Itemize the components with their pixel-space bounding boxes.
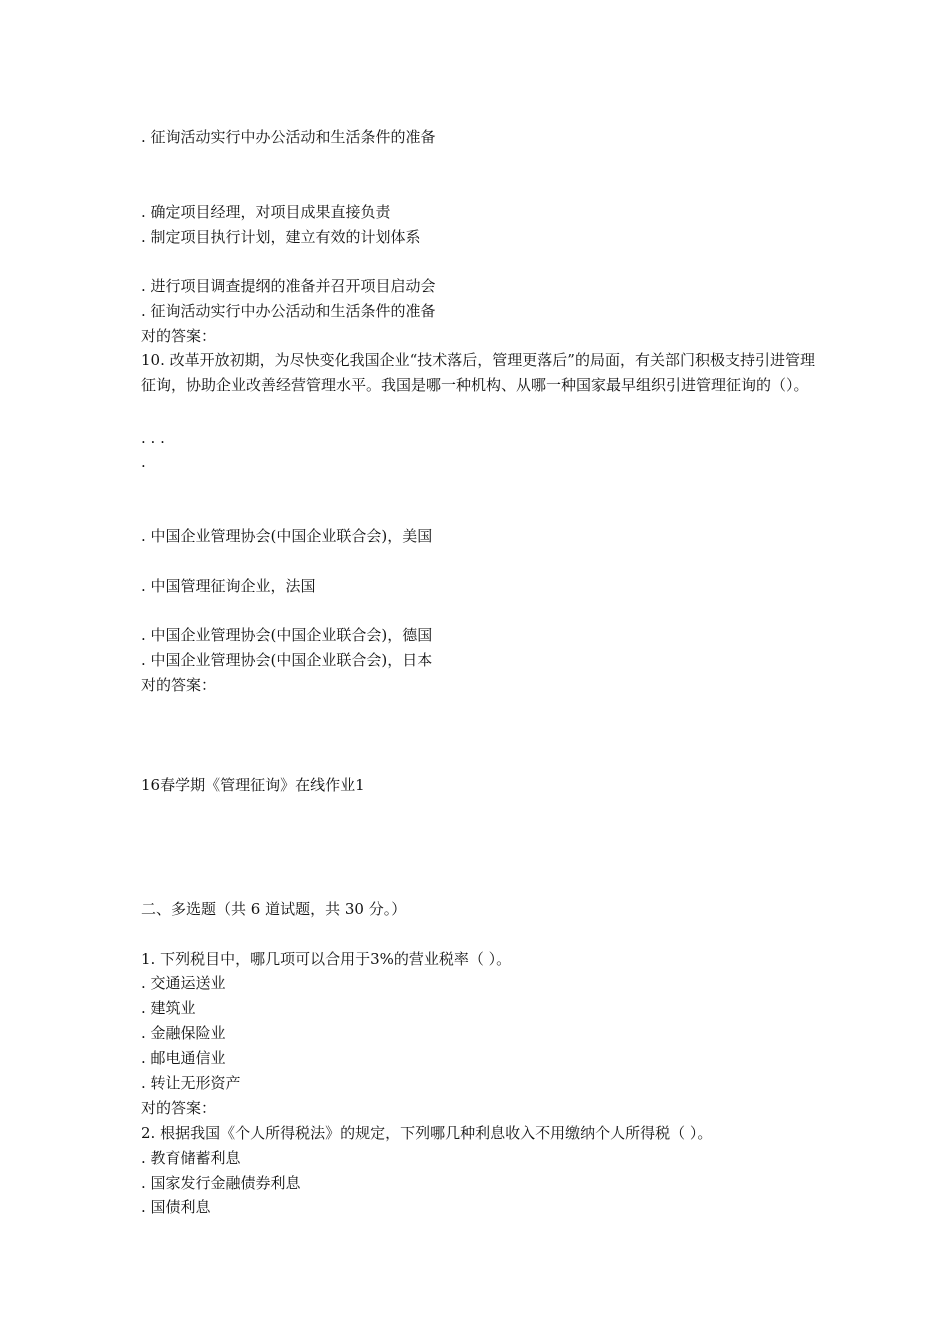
option-line: . 中国管理征询企业，法国 [141, 577, 316, 595]
answer-label: 对的答案： [141, 676, 217, 694]
option-line: . 教育储蓄利息 [141, 1149, 241, 1167]
option-line: . 确定项目经理，对项目成果直接负责 [141, 203, 391, 221]
option-line: . 邮电通信业 [141, 1049, 226, 1067]
option-line: . 征询活动实行中办公活动和生活条件的准备 [141, 128, 436, 146]
option-line: . 制定项目执行计划，建立有效的计划体系 [141, 228, 421, 246]
option-line: . 中国企业管理协会(中国企业联合会)，日本 [141, 651, 433, 669]
option-line: . 国家发行金融债券利息 [141, 1174, 301, 1192]
option-line: . 进行项目调查提纲的准备并召开项目启动会 [141, 277, 436, 295]
question-text: 2. 根据我国《个人所得税法》的规定，下列哪几种利息收入不用缴纳个人所得税（ ）。 [141, 1124, 713, 1142]
answer-label: 对的答案： [141, 327, 217, 345]
option-line: . 中国企业管理协会(中国企业联合会)，德国 [141, 626, 433, 644]
option-line: . 交通运送业 [141, 974, 226, 992]
dots-line: . . . [141, 429, 165, 447]
document-title: 16春学期《管理征询》在线作业1 [141, 776, 365, 794]
option-line: . 中国企业管理协会(中国企业联合会)，美国 [141, 527, 433, 545]
section-heading: 二、多选题（共 6 道试题，共 30 分。） [141, 900, 407, 918]
question-text: 1. 下列税目中，哪几项可以合用于3%的营业税率（ ）。 [141, 950, 512, 968]
option-line: . 转让无形资产 [141, 1074, 241, 1092]
option-line: . 建筑业 [141, 999, 196, 1017]
option-line: . 征询活动实行中办公活动和生活条件的准备 [141, 302, 436, 320]
dots-line: . [141, 453, 146, 471]
answer-label: 对的答案： [141, 1099, 217, 1117]
option-line: . 金融保险业 [141, 1024, 226, 1042]
option-line: . 国债利息 [141, 1198, 211, 1216]
question-text: 10. 改革开放初期，为尽快变化我国企业“技术落后，管理更落后”的局面，有关部门积极支持引进管理征询，协助企业改善经营管理水平。我国是哪一种机构、从哪一种国家最早组织引进管理征询的（）。 [141, 351, 815, 394]
